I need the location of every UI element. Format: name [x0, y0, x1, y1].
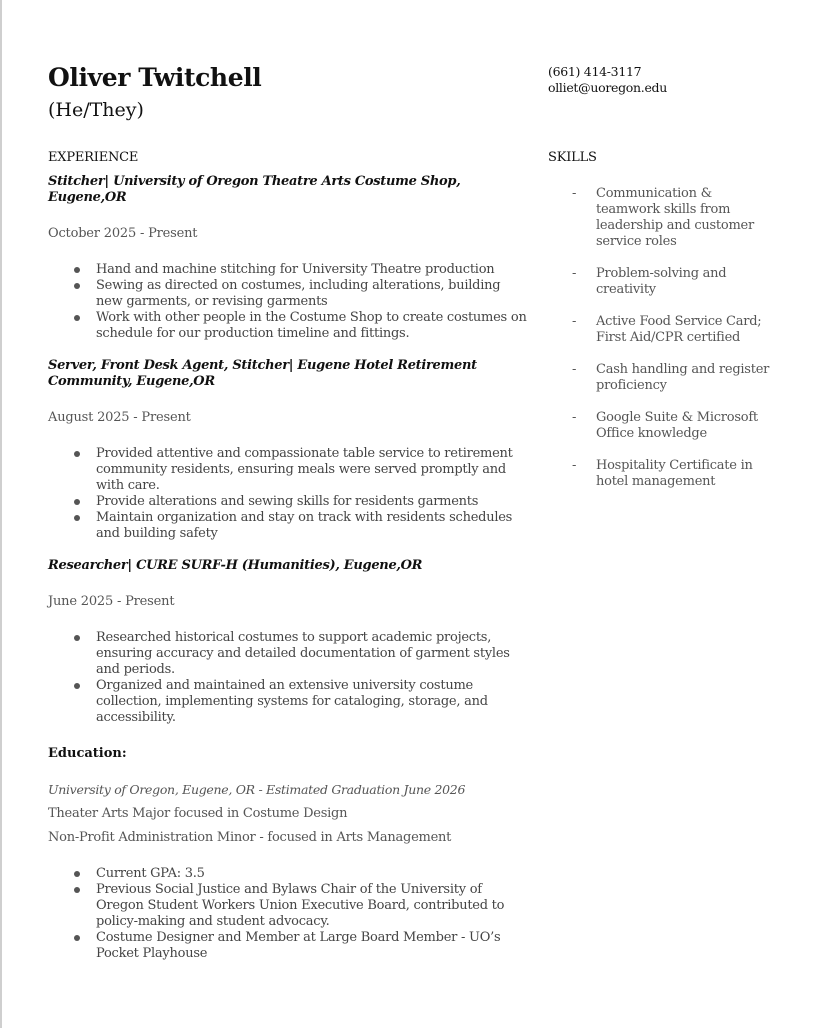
skills-heading: SKILLS [548, 150, 597, 165]
list-item [48, 630, 528, 678]
bullet-dot-icon [74, 451, 80, 457]
dash-icon: - [572, 410, 577, 425]
dash-icon: - [572, 314, 577, 329]
candidate-pronouns: (He/They) [48, 99, 144, 121]
list-item-text: Current GPA: 3.5 [96, 866, 205, 881]
job-dates: August 2025 - Present [48, 410, 191, 425]
bullet-dot-icon [74, 935, 80, 941]
job-bullets [48, 446, 528, 542]
education-major: Theater Arts Major focused in Costume Design [48, 806, 348, 821]
list-item [48, 930, 528, 962]
job-title: Researcher| CURE SURF-H (Humanities), Eugene,OR [48, 558, 423, 573]
list-item [48, 446, 528, 494]
bullet-dot-icon [74, 515, 80, 521]
list-item [548, 314, 778, 346]
candidate-name: Oliver Twitchell [48, 63, 262, 92]
list-item [48, 310, 528, 342]
education-section [48, 746, 528, 962]
list-item-text: Organized and maintained an extensive university costume collection, implementing systems for cataloging, storage, and accessibility. [96, 678, 488, 725]
side-column [548, 64, 778, 506]
list-item-text: Sewing as directed on costumes, including alterations, building new garments, or revising garments [96, 278, 501, 309]
list-item-text: Previous Social Justice and Bylaws Chair of the University of Oregon Student Workers Union Executive Board, contributed to policy-making and student advocacy. [96, 882, 505, 929]
list-item [48, 278, 528, 310]
education-minor: Non-Profit Administration Minor - focused in Arts Management [48, 830, 452, 845]
experience-heading: EXPERIENCE [48, 150, 139, 165]
list-item-text: Costume Designer and Member at Large Board Member - UO’s Pocket Playhouse [96, 930, 501, 961]
skills-list [548, 186, 778, 490]
job-dates: October 2025 - Present [48, 226, 198, 241]
list-item-text: Maintain organization and stay on track with residents schedules and building safety [96, 510, 513, 541]
dash-icon: - [572, 458, 577, 473]
list-item-text: Cash handling and register proficiency [596, 362, 770, 393]
bullet-dot-icon [74, 887, 80, 893]
bullet-dot-icon [74, 683, 80, 689]
list-item-text: Researched historical costumes to support academic projects, ensuring accuracy and detailed documentation of garment styles and periods. [96, 630, 510, 677]
list-item [548, 410, 778, 442]
dash-icon: - [572, 362, 577, 377]
list-item [548, 362, 778, 394]
job-bullets [48, 262, 528, 342]
list-item-text: Google Suite & Microsoft Office knowledge [596, 410, 758, 441]
list-item [48, 262, 528, 278]
bullet-dot-icon [74, 315, 80, 321]
contact-phone: (661) 414-3117 [548, 64, 642, 79]
job-title: Stitcher| University of Oregon Theatre Arts Costume Shop, Eugene,OR [48, 174, 461, 205]
job-bullets [48, 630, 528, 726]
list-item [48, 678, 528, 726]
list-item-text: Provide alterations and sewing skills for residents garments [96, 494, 479, 509]
bullet-dot-icon [74, 283, 80, 289]
education-bullets [48, 866, 528, 962]
bullet-dot-icon [74, 499, 80, 505]
bullet-dot-icon [74, 635, 80, 641]
list-item [48, 510, 528, 542]
bullet-dot-icon [74, 267, 80, 273]
dash-icon: - [572, 186, 577, 201]
job-dates: June 2025 - Present [48, 594, 175, 609]
list-item-text: Problem-solving and creativity [596, 266, 727, 297]
list-item-text: Work with other people in the Costume Shop to create costumes on schedule for our production timeline and fittings. [96, 310, 527, 341]
list-item [48, 494, 528, 510]
list-item [48, 882, 528, 930]
list-item [548, 458, 778, 490]
education-school: University of Oregon, Eugene, OR - Estimated Graduation June 2026 [48, 782, 466, 797]
list-item-text: Provided attentive and compassionate table service to retirement community residents, ensuring meals were served promptly and with care. [96, 446, 513, 493]
bullet-dot-icon [74, 871, 80, 877]
job-title: Server, Front Desk Agent, Stitcher| Eugene Hotel Retirement Community, Eugene,OR [48, 358, 477, 389]
education-heading: Education: [48, 746, 127, 761]
list-item [48, 866, 528, 882]
job-entry [48, 358, 528, 542]
list-item [548, 266, 778, 298]
contact-email[interactable]: olliet@uoregon.edu [548, 80, 667, 95]
job-entry [48, 558, 528, 726]
main-column [48, 60, 528, 962]
job-entry [48, 174, 528, 342]
dash-icon: - [572, 266, 577, 281]
list-item-text: Hospitality Certificate in hotel management [596, 458, 753, 489]
list-item-text: Hand and machine stitching for University Theatre production [96, 262, 495, 277]
list-item-text: Communication & teamwork skills from leadership and customer service roles [596, 186, 754, 249]
list-item [548, 186, 778, 250]
list-item-text: Active Food Service Card; First Aid/CPR certified [596, 314, 762, 345]
